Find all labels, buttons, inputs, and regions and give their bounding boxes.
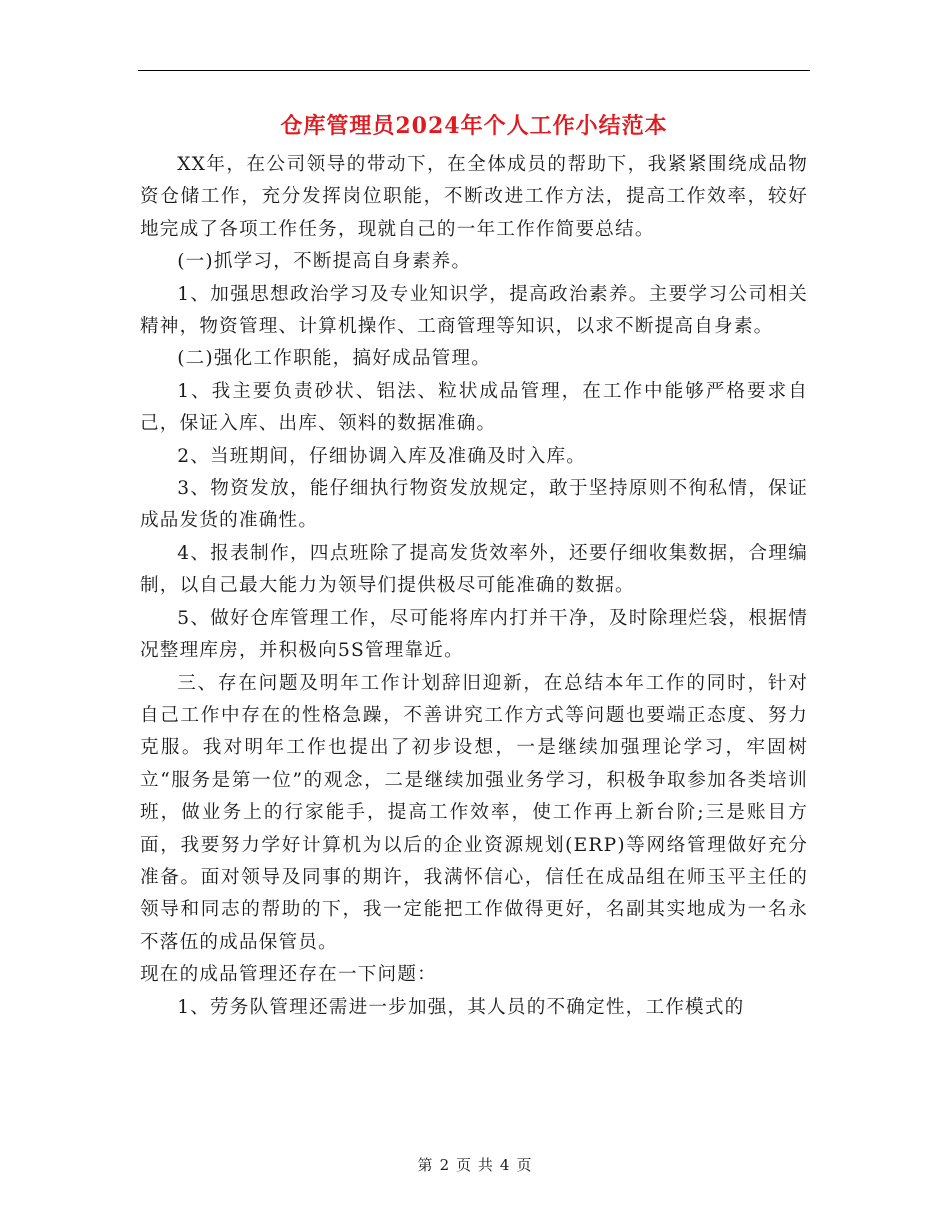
document-title: 仓库管理员2024年个人工作小结范本 [280,113,668,139]
paragraph-item: 3、物资发放，能仔细执行物资发放规定，敢于坚持原则不徇私情，保证成品发货的准确性。 [140,478,808,532]
footer-page-number: 2 [439,1156,451,1174]
paragraph-problems-intro: 现在的成品管理还存在一下问题： [140,964,437,986]
footer-suffix: 页 [516,1156,533,1174]
footer-total-pages: 4 [499,1156,511,1174]
footer-middle: 页 共 [456,1156,494,1174]
paragraph-item: 5、做好仓库管理工作，尽可能将库内打并干净，及时除理烂袋，根据情况整理库房，并积极向5S管理靠近。 [140,607,808,662]
section-heading-2: (二)强化工作职能，搞好成品管理。 [177,348,492,370]
header-rule [138,70,810,71]
section-heading-1: (一)抓学习，不断提高自身素养。 [177,251,472,273]
paragraph-item: 4、报表制作，四点班除了提高发货效率外，还要仔细收集数据，合理编制，以自己最大能力为领导们提供极尽可能准确的数据。 [140,542,808,597]
page-footer [0,1154,950,1175]
paragraph-item: 1、加强思想政治学习及专业知识学，提高政治素养。主要学习公司相关精神，物资管理、计算机操作、工商管理等知识，以求不断提高自身素。 [140,283,808,338]
paragraph-item: 2、当班期间，仔细协调入库及准确及时入库。 [177,445,587,467]
paragraph-section-3: 三、存在问题及明年工作计划辞旧迎新，在总结本年工作的同时，针对自己工作中存在的性格急躁，不善讲究工作方式等问题也要端正态度、努力克服。我对明年工作也提出了初步设想，一是继续加强理论学习，牢固树立“服务是第一位”的观念，二是继续加强业务学习，积极争取参加各类培训班，做业务上的行家能手，提高工作效率，使工作再上新台阶;三是账目方面，我要努力学好计算机为以后的企业资源规划(ERP)等网络管理做好充分准备。面对领导及同事的期许，我满怀信心，信任在成品组在师玉平主任的领导和同志的帮助的下，我一定能把工作做得更好，名副其实地成为一名永不落伍的成品保管员。 [140,672,808,953]
paragraph-item: 1、我主要负责砂状、铝法、粒状成品管理，在工作中能够严格要求自己，保证入库、出库、领料的数据准确。 [140,380,808,435]
paragraph-item: 1、劳务队管理还需进一步加强，其人员的不确定性，工作模式的 [177,996,745,1018]
document-body [140,149,808,1024]
paragraph-intro: XX年，在公司领导的带动下，在全体成员的帮助下，我紧紧围绕成品物资仓储工作，充分发挥岗位职能，不断改进工作方法，提高工作效率，较好地完成了各项工作任务，现就自己的一年工作作简要总结。 [140,154,808,240]
footer-prefix: 第 [417,1156,434,1174]
